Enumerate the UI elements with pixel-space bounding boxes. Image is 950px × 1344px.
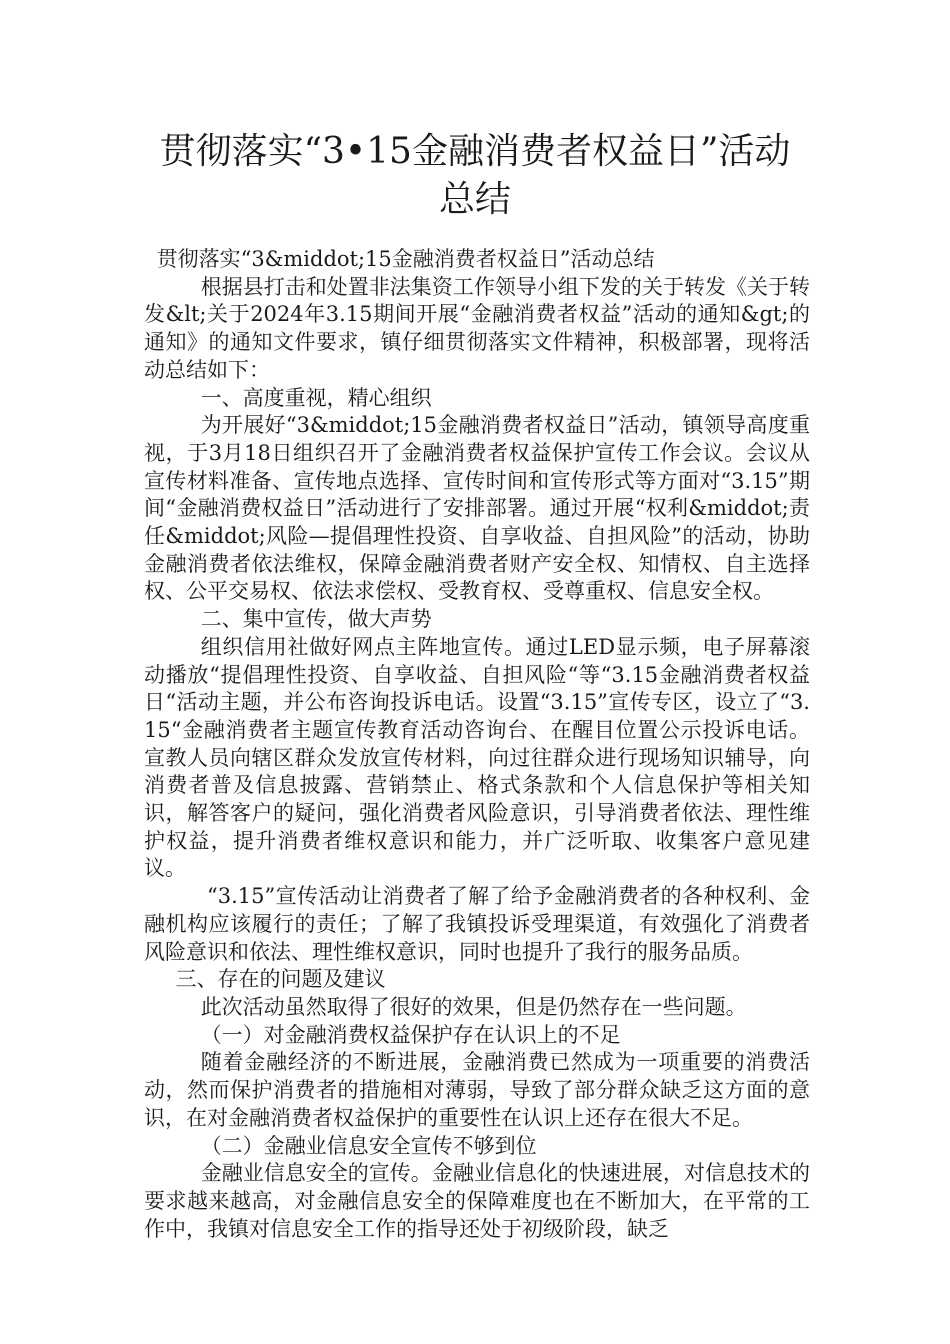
body-paragraph: 组织信用社做好网点主阵地宣传。通过LED显示频，电子屏幕滚动播放“提倡理性投资、自享收益、自担风险“等“3.15金融消费者权益日“活动主题，并公布咨询投诉电话。设置“3.15”宣传专区，设立了“3.15“金融消费者主题宣传教育活动咨询台、在醒目位置公示投诉电话。宣教人员向辖区群众发放宣传材料，向过往群众进行现场知识辅导，向消费者普及信息披露、营销禁止、格式条款和个人信息保护等相关知识，解答客户的疑问，强化消费者风险意识，引导消费者依法、理性维护权益，提升消费者维权意识和能力，并广泛听取、收集客户意见建议。 xyxy=(144,634,810,881)
subsection-heading-1: （一）对金融消费权益保护存在认识上的不足 xyxy=(200,1022,621,1047)
document-title-line-1: 贯彻落实“3•15金融消费者权益日”活动 xyxy=(159,131,791,172)
body-paragraph: 此次活动虽然取得了很好的效果，但是仍然存在一些问题。 xyxy=(200,994,747,1019)
section-heading-1: 一、高度重视，精心组织 xyxy=(200,385,432,410)
section-heading-3: 三、存在的问题及建议 xyxy=(175,967,386,992)
document-body xyxy=(144,246,810,1243)
subsection-heading-2: （二）金融业信息安全宣传不够到位 xyxy=(200,1133,537,1158)
subtitle-paragraph: 贯彻落实“3&middot;15金融消费者权益日”活动总结 xyxy=(156,247,655,271)
body-paragraph: 为开展好“3&middot;15金融消费者权益日”活动，镇领导高度重视，于3月18日组织召开了金融消费者权益保护宣传工作会议。会议从宣传材料准备、宣传地点选择、宣传时间和宣传形式等方面对“3.15”期间“金融消费权益日”活动进行了安排部署。通过开展“权利&middot;责任&middot;风险—提倡理性投资、自享收益、自担风险”的活动，协助金融消费者依法维权，保障金融消费者财产安全权、知情权、自主选择权、公平交易权、依法求偿权、受教育权、受尊重权、信息安全权。 xyxy=(144,413,810,604)
body-paragraph: 随着金融经济的不断进展，金融消费已然成为一项重要的消费活动，然而保护消费者的措施相对薄弱，导致了部分群众缺乏这方面的意识，在对金融消费者权益保护的重要性在认识上还存在很大不足。 xyxy=(144,1050,810,1130)
document-title-line-2: 总结 xyxy=(438,179,511,220)
intro-paragraph: 根据县打击和处置非法集资工作领导小组下发的关于转发《关于转发&lt;关于2024年3.15期间开展“金融消费者权益”活动的通知&gt;的通知》的通知文件要求，镇仔细贯彻落实文件精神，积极部署，现将活动总结如下： xyxy=(144,274,810,382)
body-paragraph: 金融业信息安全的宣传。金融业信息化的快速进展，对信息技术的要求越来越高，对金融信息安全的保障难度也在不断加大，在平常的工作中，我镇对信息安全工作的指导还处于初级阶段，缺乏 xyxy=(144,1161,810,1241)
body-paragraph: “3.15”宣传活动让消费者了解了给予金融消费者的各种权利、金融机构应该履行的责任；了解了我镇投诉受理渠道，有效强化了消费者风险意识和依法、理性维权意识，同时也提升了我行的服务品质。 xyxy=(144,884,810,964)
section-heading-2: 二、集中宣传，做大声势 xyxy=(200,607,432,632)
document-title xyxy=(100,128,850,224)
